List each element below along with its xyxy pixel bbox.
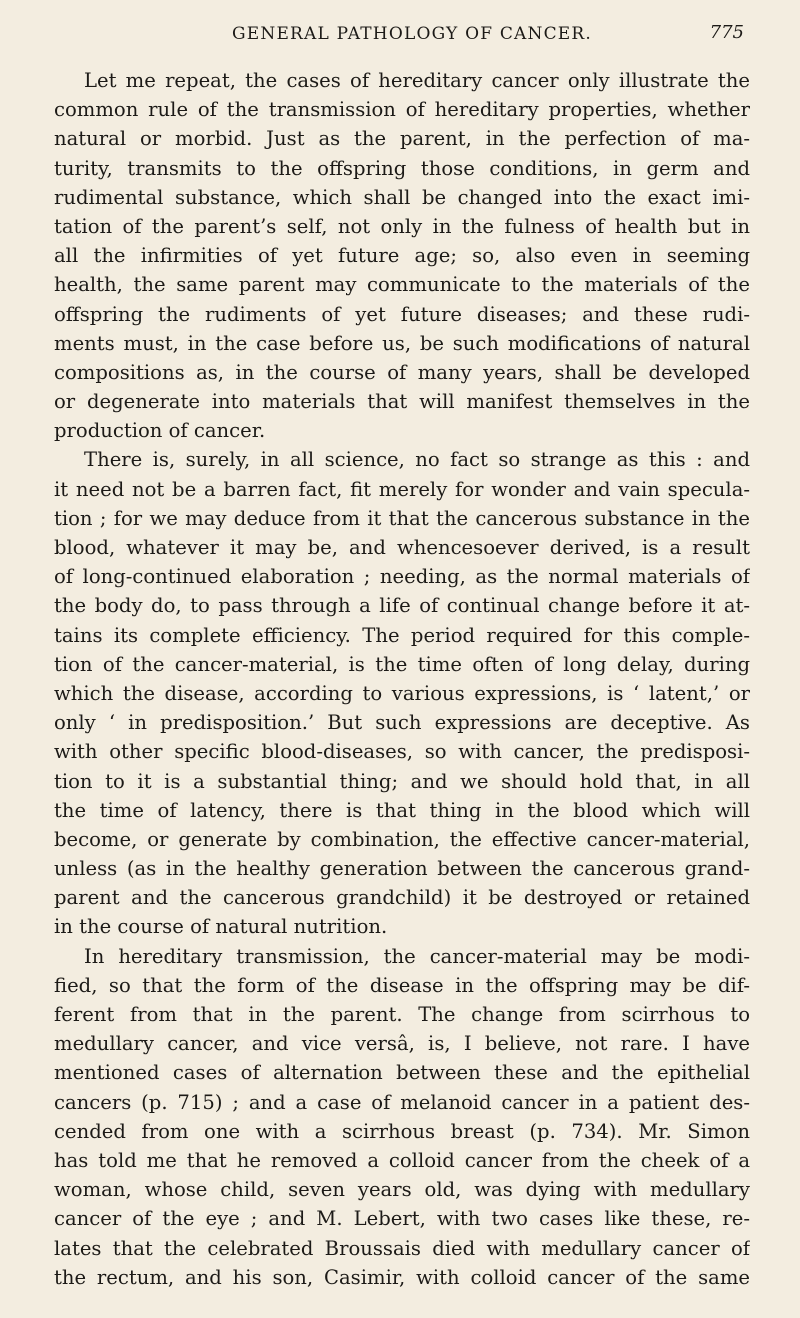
text-line: natural or morbid. Just as the parent, in the perfection of ma- [54,127,750,151]
running-head [54,0,750,56]
text-line: it need not be a barren fact, fit merely for wonder and vain specula- [54,477,750,501]
text-line: has told me that he removed a colloid cancer from the cheek of a [54,1148,750,1172]
text-line: compositions as, in the course of many years, shall be developed [54,360,750,384]
text-line: the time of latency, there is that thing in the blood which will [54,798,750,822]
text-line: with other specific blood-diseases, so with cancer, the predisposi- [54,740,750,764]
text-line: tion ; for we may deduce from it that the cancerous substance in the [54,506,750,530]
text-line: tion to it is a substantial thing; and we should hold that, in all [54,769,750,793]
text-line: turity, transmits to the offspring those conditions, in germ and [54,156,750,180]
text-line: cended from one with a scirrhous breast (p. 734). Mr. Simon [54,1119,750,1143]
page-number: 775 [709,22,744,43]
text-line: rudimental substance, which shall be changed into the exact imi- [54,185,750,209]
text-line: all the infirmities of yet future age; so, also even in seeming [54,244,750,268]
text-line: tation of the parent’s self, not only in the fulness of health but in [54,214,750,238]
text-line: tion of the cancer-material, is the time often of long delay, during [54,652,750,676]
text-line: only ‘ in predisposition.’ But such expressions are deceptive. As [54,711,750,735]
text-line: There is, surely, in all science, no fact so strange as this : and [84,448,750,472]
text-line: fied, so that the form of the disease in the offspring may be dif- [54,973,750,997]
text-line: ferent from that in the parent. The change from scirrhous to [54,1003,750,1026]
text-line: production of cancer. [54,419,266,443]
text-line: blood, whatever it may be, and whencesoever derived, is a result [54,536,750,559]
text-line: become, or generate by combination, the effective cancer-material, [54,827,750,851]
text-line: mentioned cases of alternation between these and the epithelial [54,1061,750,1085]
text-line: common rule of the transmission of hereditary properties, whether [54,98,750,122]
text-line: In hereditary transmission, the cancer-material may be modi- [84,944,750,968]
text-line: Let me repeat, the cases of hereditary cancer only illustrate the [84,69,750,92]
text-line: woman, whose child, seven years old, was dying with medullary [54,1178,750,1202]
text-line: parent and the cancerous grandchild) it be destroyed or retained [54,886,750,910]
text-line: cancer of the eye ; and M. Lebert, with two cases like these, re- [54,1207,750,1231]
text-line: the body do, to pass through a life of continual change before it at- [54,594,750,618]
text-line: offspring the rudiments of yet future diseases; and these rudi- [54,302,750,326]
text-line: which the disease, according to various expressions, is ‘ latent,’ or [54,681,750,705]
text-line: ments must, in the case before us, be such modifications of natural [54,331,750,355]
text-line: health, the same parent may communicate to the materials of the [54,273,750,297]
text-line: medullary cancer, and vice versâ, is, I believe, not rare. I have [54,1032,750,1056]
text-line: lates that the celebrated Broussais died with medullary cancer of [54,1236,750,1260]
text-line: or degenerate into materials that will manifest themselves in the [54,390,750,414]
text-line: tains its complete efficiency. The period required for this comple- [54,623,750,647]
text-line: cancers (p. 715) ; and a case of melanoid cancer in a patient des- [54,1090,750,1114]
text-line: of long-continued elaboration ; needing, as the normal materials of [54,565,750,589]
text-line: the rectum, and his son, Casimir, with colloid cancer of the same [54,1265,750,1289]
running-title: GENERAL PATHOLOGY OF CANCER. [231,24,593,44]
body-text [54,66,750,1292]
text-line: in the course of natural nutrition. [54,915,388,939]
text-line: unless (as in the healthy generation between the cancerous grand- [54,857,750,881]
